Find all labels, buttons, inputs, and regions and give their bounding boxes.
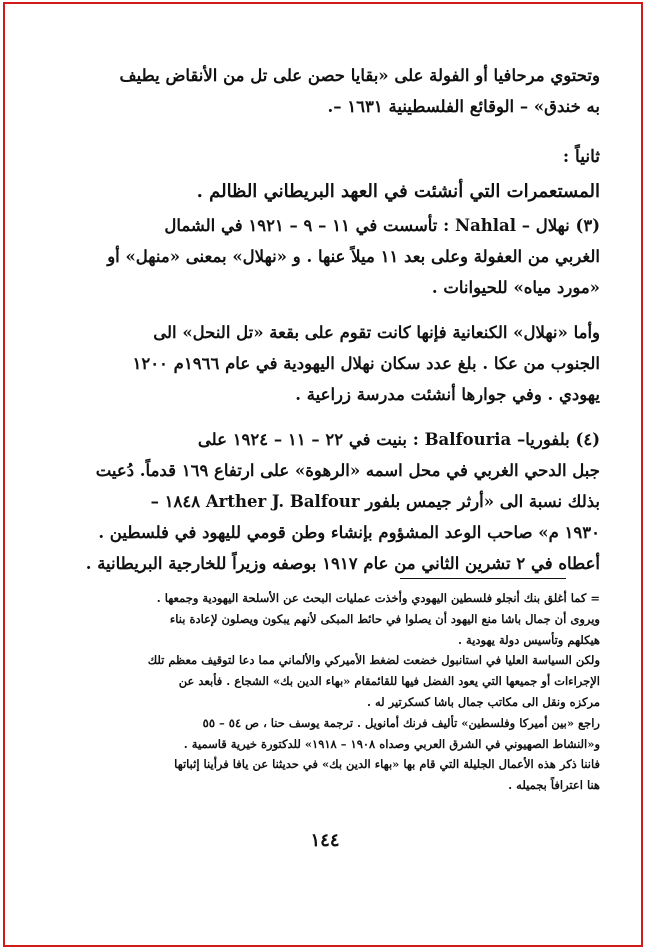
footnote-line: الإجراءات أو جميعها التي يعود الفضل فيها للقائمقام «بهاء الدين بك» الشجاع . فأبعد عن bbox=[178, 674, 600, 689]
entry-4-line: بذلك نسبة الى «أرثر جيمس بلفور Arther J. Balfour ١٨٤٨ – bbox=[150, 492, 600, 511]
entry-3-line: «مورد مياه» للحيوانات . bbox=[431, 278, 600, 297]
footnote-line: مركزه ونقل الى مكاتب جمال باشا كسكرتير له . bbox=[366, 694, 600, 709]
entry-4-line: (٤) بلفوريا– Balfouria : بنيت في ٢٢ – ١١ – ١٩٢٤ على bbox=[197, 430, 600, 449]
body-line: وتحتوي مرحافيا أو الفولة على «بقايا حصن على تل من الأنقاض يطيف bbox=[119, 66, 600, 85]
entry-3b-line: وأما «نهلال» الكنعانية فإنها كانت تقوم على بقعة «تل النحل» الى bbox=[153, 323, 600, 342]
page-number: ١٤٤ bbox=[310, 830, 340, 851]
entry-4-line: ١٩٣٠ م» صاحب الوعد المشؤوم بإنشاء وطن قومي لليهود في فلسطين . bbox=[98, 523, 600, 542]
main-text bbox=[50, 60, 600, 579]
entry-3b-line: يهودي . وفي جوارها أنشئت مدرسة زراعية . bbox=[295, 385, 600, 404]
entry-4-line: أعطاه في ٢ تشرين الثاني من عام ١٩١٧ بوصفه وزيراً للخارجية البريطانية . bbox=[85, 554, 600, 573]
footnote-line: ويروى أن جمال باشا منع اليهود أن يصلوا في حائط المبكى لأنهم يبكون ويصلون لإعادة بناء bbox=[169, 611, 600, 626]
body-line: به خندق» – الوقائع الفلسطينية ١٦٣١ –. bbox=[327, 97, 600, 116]
entry-3-line: (٣) نهلال – Nahlal : تأسست في ١١ – ٩ – ١٩٢١ في الشمال bbox=[164, 216, 600, 235]
footnote-line: فاننا ذكر هذه الأعمال الجليلة التي قام بها «بهاء الدين بك» في حديثنا عن يافا فرأينا إثباتها bbox=[174, 757, 600, 772]
entry-4-line: جبل الدحي الغربي في محل اسمه «الرهوة» على ارتفاع ١٦٩ قدماً. دُعيت bbox=[95, 461, 600, 480]
entry-3b-line: الجنوب من عكا . بلغ عدد سكان نهلال اليهودية في عام ١٩٦٦م ١٢٠٠ bbox=[132, 354, 600, 373]
footnote-line: راجع «بين أميركا وفلسطين» تأليف فرنك أمانويل . ترجمة يوسف حنا ، ص ٥٤ – ٥٥ bbox=[202, 715, 600, 730]
footnote-line: ولكن السياسة العليا في استانبول خضعت لضغط الأميركي والألماني مما دعا لتوقيف معظم تلك bbox=[147, 653, 600, 668]
footnote-line: = كما أغلق بنك أنجلو فلسطين اليهودي وأخذت عمليات البحث عن الأسلحة اليهودية وجمعها . bbox=[156, 591, 600, 605]
footnote-divider bbox=[400, 578, 566, 579]
entry-3-line: الغربي من العفولة وعلى بعد ١١ ميلاً عنها . و «نهلال» بمعنى «منهل» أو bbox=[107, 247, 600, 266]
footnote-line: هيكلهم وتأسيس دولة يهودية . bbox=[458, 632, 600, 647]
footnote-line: و«النشاط الصهيوني في الشرق العربي وصداه ١٩٠٨ – ١٩١٨» للدكتورة خيرية قاسمية . bbox=[183, 736, 600, 751]
section-label: ثانياً : bbox=[562, 147, 600, 167]
section-title: المستعمرات التي أنشئت في العهد البريطاني الظالم . bbox=[196, 181, 600, 202]
footnotes bbox=[90, 588, 600, 796]
footnote-line: هنا اعترافاً بجميله . bbox=[508, 778, 600, 793]
